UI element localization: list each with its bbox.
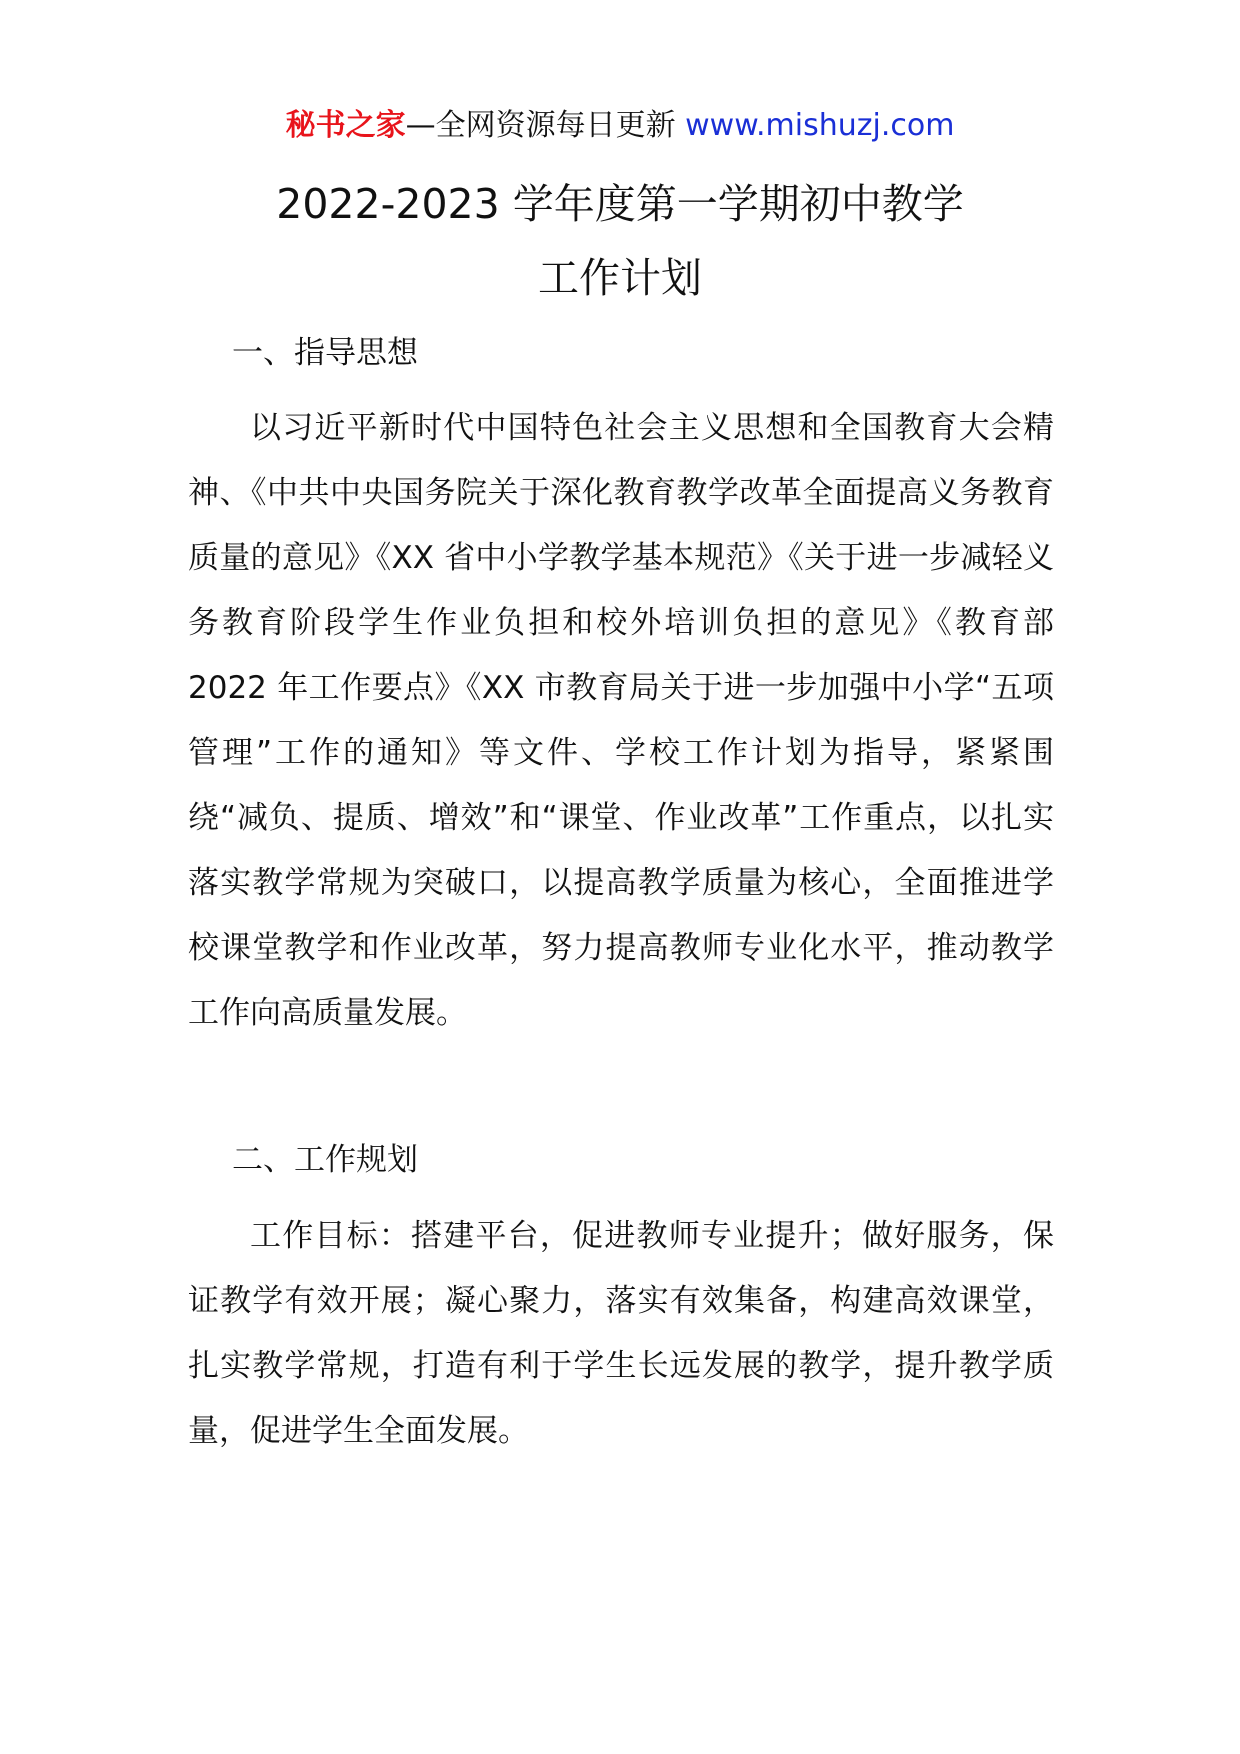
document-title-line-1: 2022-2023 学年度第一学期初中教学 <box>276 180 964 228</box>
section-heading-guiding-ideology: 一、指导思想 <box>232 335 418 371</box>
paragraph: 工作目标：搭建平台，促进教师专业提升；做好服务，保证教学有效开展；凝心聚力，落实有效集备，构建高效课堂，扎实教学常规，打造有利于学生长远发展的教学，提升教学质量，促进学生全面发展。 <box>188 1218 1054 1449</box>
paragraph: 以习近平新时代中国特色社会主义思想和全国教育大会精神、《中共中央国务院关于深化教育教学改革全面提高义务教育质量的意见》《XX 省中小学教学基本规范》《关于进一步减轻义务教育阶段学生作业负担和校外培训负担的意见》《教育部 2022 年工作要点》《XX 市教育局关于进一步加强中小学“五项管理”工作的通知》等文件、学校工作计划为指导，紧紧围绕“减负、提质、增效”和“课堂、作业改革”工作重点，以扎实落实教学常规为突破口，以提高教学质量为核心，全面推进学校课堂教学和作业改革，努力提高教师专业化水平，推动教学工作向高质量发展。 <box>188 410 1054 1031</box>
document-title-line-2: 工作计划 <box>538 254 702 302</box>
section-heading-work-plan: 二、工作规划 <box>232 1142 418 1178</box>
site-url-link[interactable]: www.mishuzj.com <box>685 108 955 143</box>
section-body-guiding-ideology <box>188 396 1054 1046</box>
section-body-work-plan <box>188 1204 1054 1464</box>
brand-name: 秘书之家 <box>285 108 406 143</box>
site-header <box>0 104 1240 148</box>
header-tagline: —全网资源每日更新 <box>405 108 676 143</box>
